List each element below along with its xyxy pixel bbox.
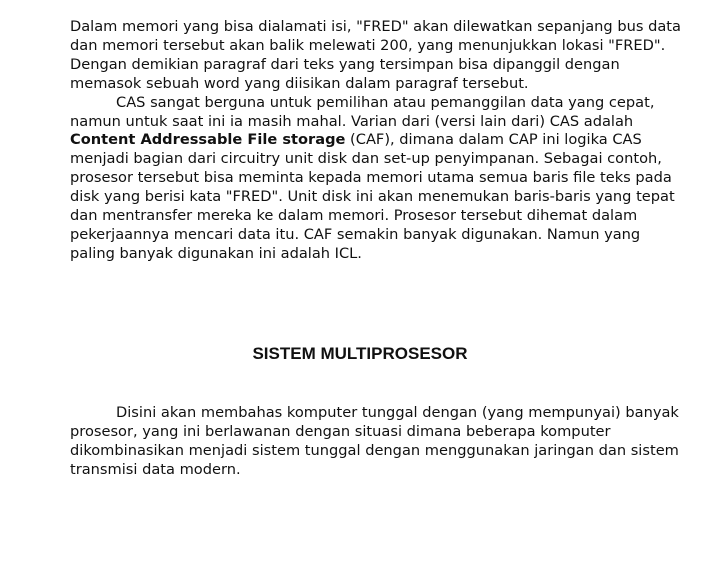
paragraph-cas-text-start: CAS sangat berguna untuk pemilihan atau pemanggilan data yang cepat, namun untuk saat ini ia masih mahal. Varian dari (versi lain dari) CAS adalah <box>70 93 655 130</box>
paragraph-content-addressable-memory: Dalam memori yang bisa dialamati isi, "FRED" akan dilewatkan sepanjang bus data dan memori tersebut akan balik melewati 200, yang menunjukkan lokasi "FRED". Dengan demikian paragraf dari teks yang tersimpan bisa dipanggil dengan memasok sebuah word yang diisikan dalam paragraf tersebut. <box>70 18 681 92</box>
paragraph-cas-text-end: (CAF), dimana dalam CAP ini logika CAS menjadi bagian dari circuitry unit disk dan set-up penyimpanan. Sebagai contoh, prosesor tersebut bisa meminta kepada memori utama semua baris file teks pada disk yang berisi kata "FRED". Unit disk ini akan menemukan baris-baris yang tepat dan mentransfer mereka ke dalam memori. Prosesor tersebut dihemat dalam pekerjaannya mencari data itu. CAF semakin banyak digunakan. Namun yang paling banyak digunakan ini adalah ICL. <box>70 131 675 262</box>
bold-term-content-addressable-file-storage: Content Addressable File storage <box>70 131 346 149</box>
paragraph-multiprocessor-intro: Disini akan membahas komputer tunggal dengan (yang mempunyai) banyak prosesor, yang ini berlawanan dengan situasi dimana beberapa komputer dikombinasikan menjadi sistem tunggal dengan menggunakan jaringan dan sistem transmisi data modern. <box>70 404 679 478</box>
paragraph-cas-caf <box>70 94 682 264</box>
section-heading: SISTEM MULTIPROSESOR <box>252 344 468 363</box>
document-page <box>70 18 682 478</box>
